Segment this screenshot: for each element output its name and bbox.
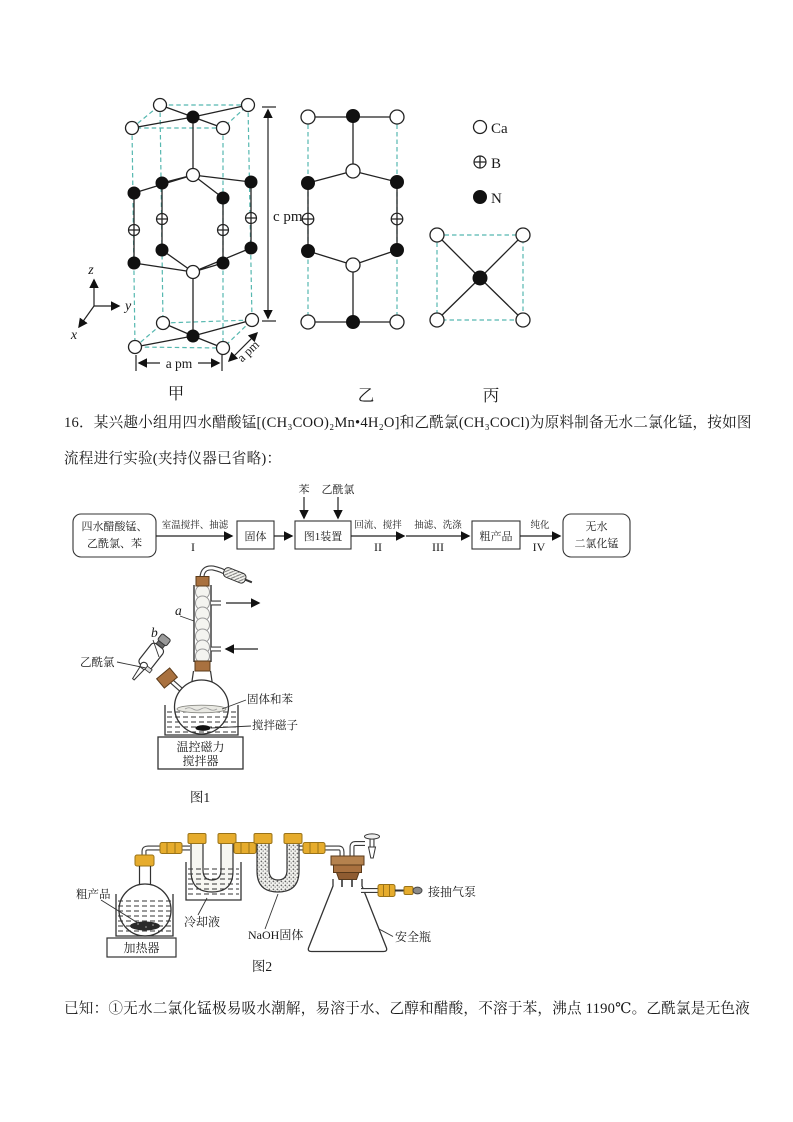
naoh-label: NaOH固体 [248, 928, 304, 942]
flask-cap [135, 855, 154, 866]
n-atom [128, 187, 140, 199]
ca-atom [516, 313, 530, 327]
ca-atom [126, 122, 139, 135]
crude-product-solid [130, 922, 160, 931]
process-flowchart [65, 478, 640, 560]
x-axis-label: x [70, 328, 78, 343]
question-16-line1: 16．某兴趣小组用四水醋酸锰[(CH₃COO)₂Mn•4H₂O]和乙酰氯(CH₃COCl)为原料制备无水二氯化锰，按如图 [64, 415, 752, 431]
n-atom [187, 111, 199, 123]
n-atom [391, 244, 404, 257]
n-atom [187, 330, 199, 342]
input-benzene-label: 苯 [298, 484, 310, 496]
legend-b-label: B [491, 156, 502, 172]
c-pm-label: c pm [273, 209, 303, 225]
flow-box-reactants-line2: 乙酰氯、苯 [87, 538, 142, 550]
safety-bottle-label: 安全瓶 [395, 930, 432, 944]
hose-connector [234, 843, 256, 854]
ca-atom [129, 341, 142, 354]
acetyl-chloride-label: 乙酰氯 [80, 657, 115, 669]
step4-label: 纯化 [530, 521, 550, 531]
condenser [194, 577, 259, 672]
round-bottom-flask [175, 671, 229, 734]
step1-numeral: I [191, 540, 195, 554]
label-jia: 甲 [167, 384, 185, 403]
figure2-purification-train [70, 820, 500, 980]
ca-legend-icon [474, 121, 487, 134]
n-atom [391, 176, 404, 189]
flow-box-crude-label: 粗产品 [479, 531, 513, 543]
stirrer-label-line2: 搅拌器 [182, 754, 219, 768]
n-atom [245, 242, 257, 254]
figure2-caption: 图2 [251, 959, 273, 974]
stopcock-valve [365, 834, 380, 858]
label-yi: 乙 [357, 386, 375, 405]
hose-connector [303, 843, 325, 854]
label-b: b [151, 625, 158, 640]
ca-atom [346, 258, 360, 272]
ca-atom [430, 228, 444, 242]
pump-label: 接抽气泵 [428, 885, 477, 899]
u-tube-cap [218, 834, 236, 844]
n-atom [473, 271, 487, 285]
drying-tube [222, 566, 254, 587]
condenser-bulbs [196, 585, 210, 663]
n-atom [156, 177, 168, 189]
heater-label: 加热器 [123, 941, 160, 955]
b-legend-icon [474, 156, 486, 168]
label-a-leader [180, 616, 194, 621]
exit-tube [202, 566, 254, 587]
b-atoms [302, 213, 403, 225]
flow-box-apparatus-label: 图1装置 [303, 531, 343, 543]
ca-atom [346, 164, 360, 178]
input-acetyl-chloride-label: 乙酰氯 [321, 484, 355, 496]
step1-label: 室温搅拌、抽滤 [161, 521, 229, 531]
flow-box-product-line1: 无水 [585, 521, 608, 533]
question-16-line2: 流程进行实验(夹持仪器已省略)： [64, 451, 282, 467]
label-bing: 丙 [482, 386, 500, 405]
ca-atom [246, 314, 259, 327]
flow-box-reactants-line1: 四水醋酸锰、 [81, 521, 148, 533]
u-tube-cap [254, 834, 272, 844]
a-pm-diagonal-label: a pm [234, 337, 262, 365]
step4-numeral: IV [532, 540, 546, 554]
legend-n-label: N [491, 191, 502, 207]
n-atom [217, 192, 229, 204]
step3-numeral: III [432, 540, 444, 554]
ca-atom [301, 315, 315, 329]
structure-jia [70, 99, 303, 404]
n-atom [156, 244, 168, 256]
n-atom [347, 110, 360, 123]
a-dimension [136, 355, 222, 371]
crude-product-label: 粗产品 [76, 889, 111, 901]
n-atom [302, 245, 315, 258]
hose-connector [160, 843, 182, 854]
u-tube-cap [188, 834, 206, 844]
ca-atom [217, 122, 230, 135]
n-atom [217, 257, 229, 269]
condenser-top-cork [196, 577, 209, 587]
step2-numeral: II [374, 540, 382, 554]
ca-atom [187, 169, 200, 182]
pump-nozzle [404, 887, 413, 895]
solid-benzene-label: 固体和苯 [247, 694, 293, 706]
n-atom [347, 316, 360, 329]
figure1-caption: 图1 [189, 790, 211, 805]
n-atom [245, 176, 257, 188]
n-legend-icon [474, 191, 487, 204]
b-atoms [129, 213, 257, 236]
known-note: 已知：①无水二氯化锰极易吸水潮解，易溶于水、乙醇和醋酸，不溶于苯，沸点 1190℃。乙酰氯是无色液 [64, 1001, 750, 1017]
ca-atom [390, 110, 404, 124]
y-axis-label: y [125, 299, 132, 314]
stirrer-label-line1: 温控磁力 [176, 740, 225, 754]
coolant-label: 冷却液 [184, 915, 221, 929]
ca-atom [430, 313, 444, 327]
flow-box-solid-label: 固体 [244, 531, 267, 543]
legend-ca-label: Ca [491, 121, 508, 137]
ca-atom [301, 110, 315, 124]
c-dimension [262, 107, 303, 321]
safety-flask-stopper [331, 856, 364, 880]
ca-atom [217, 342, 230, 355]
ca-atom [390, 315, 404, 329]
structure-bing [430, 228, 530, 405]
stir-bar-label: 搅拌磁子 [252, 720, 298, 732]
n-atom [302, 177, 315, 190]
figure1-reflux-apparatus [70, 558, 415, 810]
ca-atom [516, 228, 530, 242]
legend [474, 121, 509, 208]
u-tube-cap [284, 834, 302, 844]
pump-tip [413, 887, 422, 894]
a-pm-label: a pm [165, 356, 193, 371]
ca-atom [187, 266, 200, 279]
stir-bar [196, 725, 211, 731]
funnel-tip [131, 667, 144, 681]
structure-yi [301, 110, 404, 406]
ca-atom [242, 99, 255, 112]
flow-box-product-line2: 二氯化锰 [574, 538, 619, 550]
axes [70, 263, 132, 343]
ca-atom [154, 99, 167, 112]
step2-label: 回流、搅拌 [354, 521, 402, 531]
naoh-leader [265, 894, 278, 929]
n-atom [128, 257, 140, 269]
ca-atom [157, 317, 170, 330]
condenser-bottom-cork [195, 661, 210, 671]
step3-label: 抽滤、洗涤 [414, 521, 462, 531]
u-tube-naoh [257, 838, 299, 892]
z-axis-label: z [88, 263, 94, 278]
pump-hose-connector [378, 885, 395, 897]
label-a: a [175, 603, 182, 618]
crystal-structures-figure [60, 95, 555, 407]
